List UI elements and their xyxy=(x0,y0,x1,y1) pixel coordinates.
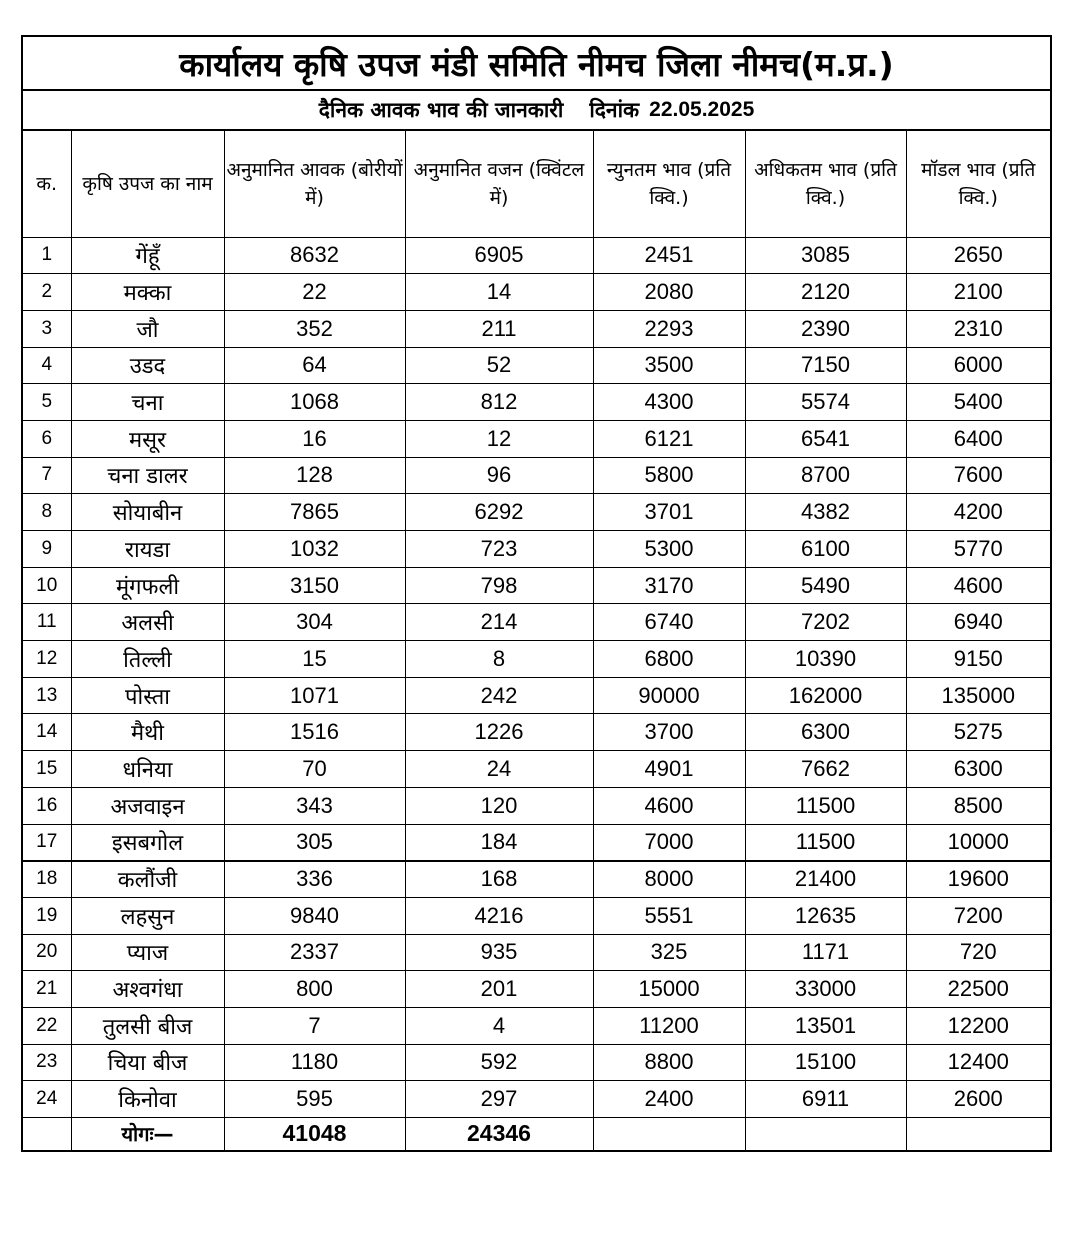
min-price-cell: 2451 xyxy=(593,237,745,274)
table-row xyxy=(23,861,1050,898)
bags-cell: 64 xyxy=(224,347,405,384)
min-price-cell: 325 xyxy=(593,934,745,971)
weight-cell: 6292 xyxy=(405,494,593,531)
weight-cell: 96 xyxy=(405,457,593,494)
table-body xyxy=(23,237,1050,1118)
min-price-cell: 5800 xyxy=(593,457,745,494)
max-price-cell: 15100 xyxy=(745,1044,906,1081)
min-price-cell: 3170 xyxy=(593,567,745,604)
total-label: योगः— xyxy=(71,1118,224,1150)
report-subtitle xyxy=(23,91,1050,131)
max-price-cell: 6541 xyxy=(745,420,906,457)
crop-name-cell: लहसुन xyxy=(71,897,224,934)
table-row xyxy=(23,237,1050,274)
max-price-cell: 162000 xyxy=(745,677,906,714)
max-price-cell: 6100 xyxy=(745,531,906,568)
col-header-bags: अनुमानित आवक (बोरीयों में) xyxy=(224,131,405,237)
col-header-crop: कृषि उपज का नाम xyxy=(71,131,224,237)
table-header-row xyxy=(23,131,1050,237)
max-price-cell: 12635 xyxy=(745,897,906,934)
modal-price-cell: 135000 xyxy=(906,677,1050,714)
modal-price-cell: 5770 xyxy=(906,531,1050,568)
serial-cell: 6 xyxy=(23,420,71,457)
weight-cell: 798 xyxy=(405,567,593,604)
crop-name-cell: चना डालर xyxy=(71,457,224,494)
table-row xyxy=(23,677,1050,714)
modal-price-cell: 7200 xyxy=(906,897,1050,934)
table-row xyxy=(23,1081,1050,1118)
serial-cell: 1 xyxy=(23,237,71,274)
min-price-cell: 7000 xyxy=(593,824,745,861)
crop-name-cell: जौ xyxy=(71,310,224,347)
weight-cell: 812 xyxy=(405,384,593,421)
modal-price-cell: 8500 xyxy=(906,787,1050,824)
bags-cell: 7865 xyxy=(224,494,405,531)
max-price-cell: 11500 xyxy=(745,787,906,824)
weight-cell: 297 xyxy=(405,1081,593,1118)
total-bags: 41048 xyxy=(224,1118,405,1150)
crop-name-cell: अश्वगंधा xyxy=(71,971,224,1008)
weight-cell: 14 xyxy=(405,274,593,311)
max-price-cell: 7202 xyxy=(745,604,906,641)
table-row xyxy=(23,604,1050,641)
modal-price-cell: 7600 xyxy=(906,457,1050,494)
table-row xyxy=(23,787,1050,824)
arrival-rate-table xyxy=(23,131,1050,1150)
weight-cell: 24 xyxy=(405,751,593,788)
min-price-cell: 3700 xyxy=(593,714,745,751)
serial-cell: 13 xyxy=(23,677,71,714)
max-price-cell: 6911 xyxy=(745,1081,906,1118)
max-price-cell: 11500 xyxy=(745,824,906,861)
modal-price-cell: 6000 xyxy=(906,347,1050,384)
serial-cell: 20 xyxy=(23,934,71,971)
table-row xyxy=(23,824,1050,861)
table-row xyxy=(23,494,1050,531)
table-row xyxy=(23,714,1050,751)
table-row xyxy=(23,384,1050,421)
weight-cell: 184 xyxy=(405,824,593,861)
bags-cell: 1180 xyxy=(224,1044,405,1081)
bags-cell: 304 xyxy=(224,604,405,641)
weight-cell: 8 xyxy=(405,641,593,678)
modal-price-cell: 720 xyxy=(906,934,1050,971)
modal-price-cell: 6400 xyxy=(906,420,1050,457)
bags-cell: 3150 xyxy=(224,567,405,604)
bags-cell: 800 xyxy=(224,971,405,1008)
serial-cell: 21 xyxy=(23,971,71,1008)
crop-name-cell: रायडा xyxy=(71,531,224,568)
max-price-cell: 33000 xyxy=(745,971,906,1008)
modal-price-cell: 4600 xyxy=(906,567,1050,604)
bags-cell: 2337 xyxy=(224,934,405,971)
table-row xyxy=(23,1007,1050,1044)
subtitle-text: दैनिक आवक भाव की जानकारी xyxy=(318,98,564,122)
serial-cell: 14 xyxy=(23,714,71,751)
serial-cell: 15 xyxy=(23,751,71,788)
weight-cell: 168 xyxy=(405,861,593,898)
crop-name-cell: मसूर xyxy=(71,420,224,457)
col-header-modal-price: मॉडल भाव (प्रति क्वि.) xyxy=(906,131,1050,237)
serial-cell: 2 xyxy=(23,274,71,311)
crop-name-cell: अजवाइन xyxy=(71,787,224,824)
total-blank xyxy=(23,1118,71,1150)
table-row xyxy=(23,1044,1050,1081)
rate-sheet xyxy=(21,35,1052,1152)
bags-cell: 16 xyxy=(224,420,405,457)
serial-cell: 23 xyxy=(23,1044,71,1081)
min-price-cell: 8000 xyxy=(593,861,745,898)
weight-cell: 1226 xyxy=(405,714,593,751)
crop-name-cell: चिया बीज xyxy=(71,1044,224,1081)
min-price-cell: 2080 xyxy=(593,274,745,311)
serial-cell: 7 xyxy=(23,457,71,494)
serial-cell: 22 xyxy=(23,1007,71,1044)
weight-cell: 12 xyxy=(405,420,593,457)
max-price-cell: 6300 xyxy=(745,714,906,751)
crop-name-cell: मैथी xyxy=(71,714,224,751)
crop-name-cell: तुलसी बीज xyxy=(71,1007,224,1044)
modal-price-cell: 5400 xyxy=(906,384,1050,421)
bags-cell: 9840 xyxy=(224,897,405,934)
weight-cell: 242 xyxy=(405,677,593,714)
total-row xyxy=(23,1118,1050,1150)
weight-cell: 4216 xyxy=(405,897,593,934)
crop-name-cell: इसबगोल xyxy=(71,824,224,861)
weight-cell: 214 xyxy=(405,604,593,641)
total-blank xyxy=(593,1118,745,1150)
serial-cell: 8 xyxy=(23,494,71,531)
bags-cell: 305 xyxy=(224,824,405,861)
bags-cell: 595 xyxy=(224,1081,405,1118)
serial-cell: 19 xyxy=(23,897,71,934)
serial-cell: 11 xyxy=(23,604,71,641)
min-price-cell: 2293 xyxy=(593,310,745,347)
max-price-cell: 2390 xyxy=(745,310,906,347)
max-price-cell: 13501 xyxy=(745,1007,906,1044)
col-header-max-price: अधिकतम भाव (प्रति क्वि.) xyxy=(745,131,906,237)
weight-cell: 120 xyxy=(405,787,593,824)
min-price-cell: 4300 xyxy=(593,384,745,421)
crop-name-cell: प्याज xyxy=(71,934,224,971)
min-price-cell: 5300 xyxy=(593,531,745,568)
table-row xyxy=(23,567,1050,604)
modal-price-cell: 2310 xyxy=(906,310,1050,347)
bags-cell: 7 xyxy=(224,1007,405,1044)
min-price-cell: 3500 xyxy=(593,347,745,384)
min-price-cell: 90000 xyxy=(593,677,745,714)
bags-cell: 343 xyxy=(224,787,405,824)
crop-name-cell: अलसी xyxy=(71,604,224,641)
min-price-cell: 8800 xyxy=(593,1044,745,1081)
table-row xyxy=(23,971,1050,1008)
serial-cell: 18 xyxy=(23,861,71,898)
col-header-serial: क. xyxy=(23,131,71,237)
report-date: 22.05.2025 xyxy=(649,98,755,121)
weight-cell: 6905 xyxy=(405,237,593,274)
max-price-cell: 2120 xyxy=(745,274,906,311)
crop-name-cell: चना xyxy=(71,384,224,421)
bags-cell: 128 xyxy=(224,457,405,494)
weight-cell: 4 xyxy=(405,1007,593,1044)
modal-price-cell: 12400 xyxy=(906,1044,1050,1081)
crop-name-cell: पोस्ता xyxy=(71,677,224,714)
modal-price-cell: 6940 xyxy=(906,604,1050,641)
modal-price-cell: 19600 xyxy=(906,861,1050,898)
crop-name-cell: मक्का xyxy=(71,274,224,311)
bags-cell: 22 xyxy=(224,274,405,311)
total-weight: 24346 xyxy=(405,1118,593,1150)
crop-name-cell: कलौंजी xyxy=(71,861,224,898)
modal-price-cell: 2600 xyxy=(906,1081,1050,1118)
min-price-cell: 5551 xyxy=(593,897,745,934)
bags-cell: 1032 xyxy=(224,531,405,568)
max-price-cell: 5490 xyxy=(745,567,906,604)
modal-price-cell: 9150 xyxy=(906,641,1050,678)
bags-cell: 336 xyxy=(224,861,405,898)
table-row xyxy=(23,641,1050,678)
table-row xyxy=(23,457,1050,494)
table-row xyxy=(23,347,1050,384)
bags-cell: 8632 xyxy=(224,237,405,274)
min-price-cell: 11200 xyxy=(593,1007,745,1044)
serial-cell: 12 xyxy=(23,641,71,678)
modal-price-cell: 6300 xyxy=(906,751,1050,788)
serial-cell: 16 xyxy=(23,787,71,824)
weight-cell: 592 xyxy=(405,1044,593,1081)
max-price-cell: 4382 xyxy=(745,494,906,531)
modal-price-cell: 2650 xyxy=(906,237,1050,274)
weight-cell: 723 xyxy=(405,531,593,568)
modal-price-cell: 2100 xyxy=(906,274,1050,311)
max-price-cell: 21400 xyxy=(745,861,906,898)
min-price-cell: 3701 xyxy=(593,494,745,531)
crop-name-cell: सोयाबीन xyxy=(71,494,224,531)
total-blank xyxy=(745,1118,906,1150)
max-price-cell: 5574 xyxy=(745,384,906,421)
min-price-cell: 4901 xyxy=(593,751,745,788)
office-title: कार्यालय कृषि उपज मंडी समिति नीमच जिला नीमच(म.प्र.) xyxy=(23,37,1050,91)
crop-name-cell: धनिया xyxy=(71,751,224,788)
weight-cell: 201 xyxy=(405,971,593,1008)
serial-cell: 5 xyxy=(23,384,71,421)
min-price-cell: 4600 xyxy=(593,787,745,824)
bags-cell: 70 xyxy=(224,751,405,788)
crop-name-cell: किनोवा xyxy=(71,1081,224,1118)
min-price-cell: 6740 xyxy=(593,604,745,641)
min-price-cell: 6121 xyxy=(593,420,745,457)
serial-cell: 24 xyxy=(23,1081,71,1118)
max-price-cell: 7662 xyxy=(745,751,906,788)
bags-cell: 352 xyxy=(224,310,405,347)
min-price-cell: 6800 xyxy=(593,641,745,678)
table-row xyxy=(23,420,1050,457)
max-price-cell: 3085 xyxy=(745,237,906,274)
serial-cell: 17 xyxy=(23,824,71,861)
max-price-cell: 1171 xyxy=(745,934,906,971)
crop-name-cell: उडद xyxy=(71,347,224,384)
serial-cell: 3 xyxy=(23,310,71,347)
bags-cell: 1516 xyxy=(224,714,405,751)
bags-cell: 15 xyxy=(224,641,405,678)
crop-name-cell: गेंहूँ xyxy=(71,237,224,274)
min-price-cell: 2400 xyxy=(593,1081,745,1118)
table-row xyxy=(23,310,1050,347)
max-price-cell: 7150 xyxy=(745,347,906,384)
serial-cell: 4 xyxy=(23,347,71,384)
table-row xyxy=(23,751,1050,788)
table-row xyxy=(23,531,1050,568)
serial-cell: 10 xyxy=(23,567,71,604)
modal-price-cell: 12200 xyxy=(906,1007,1050,1044)
weight-cell: 935 xyxy=(405,934,593,971)
modal-price-cell: 10000 xyxy=(906,824,1050,861)
col-header-min-price: न्युनतम भाव (प्रति क्वि.) xyxy=(593,131,745,237)
crop-name-cell: तिल्ली xyxy=(71,641,224,678)
serial-cell: 9 xyxy=(23,531,71,568)
total-blank xyxy=(906,1118,1050,1150)
modal-price-cell: 4200 xyxy=(906,494,1050,531)
col-header-weight: अनुमानित वजन (क्विंटल में) xyxy=(405,131,593,237)
weight-cell: 52 xyxy=(405,347,593,384)
weight-cell: 211 xyxy=(405,310,593,347)
table-row xyxy=(23,274,1050,311)
modal-price-cell: 22500 xyxy=(906,971,1050,1008)
max-price-cell: 8700 xyxy=(745,457,906,494)
table-row xyxy=(23,934,1050,971)
min-price-cell: 15000 xyxy=(593,971,745,1008)
bags-cell: 1071 xyxy=(224,677,405,714)
max-price-cell: 10390 xyxy=(745,641,906,678)
table-row xyxy=(23,897,1050,934)
bags-cell: 1068 xyxy=(224,384,405,421)
crop-name-cell: मूंगफली xyxy=(71,567,224,604)
date-label: दिनांक xyxy=(589,98,640,122)
modal-price-cell: 5275 xyxy=(906,714,1050,751)
